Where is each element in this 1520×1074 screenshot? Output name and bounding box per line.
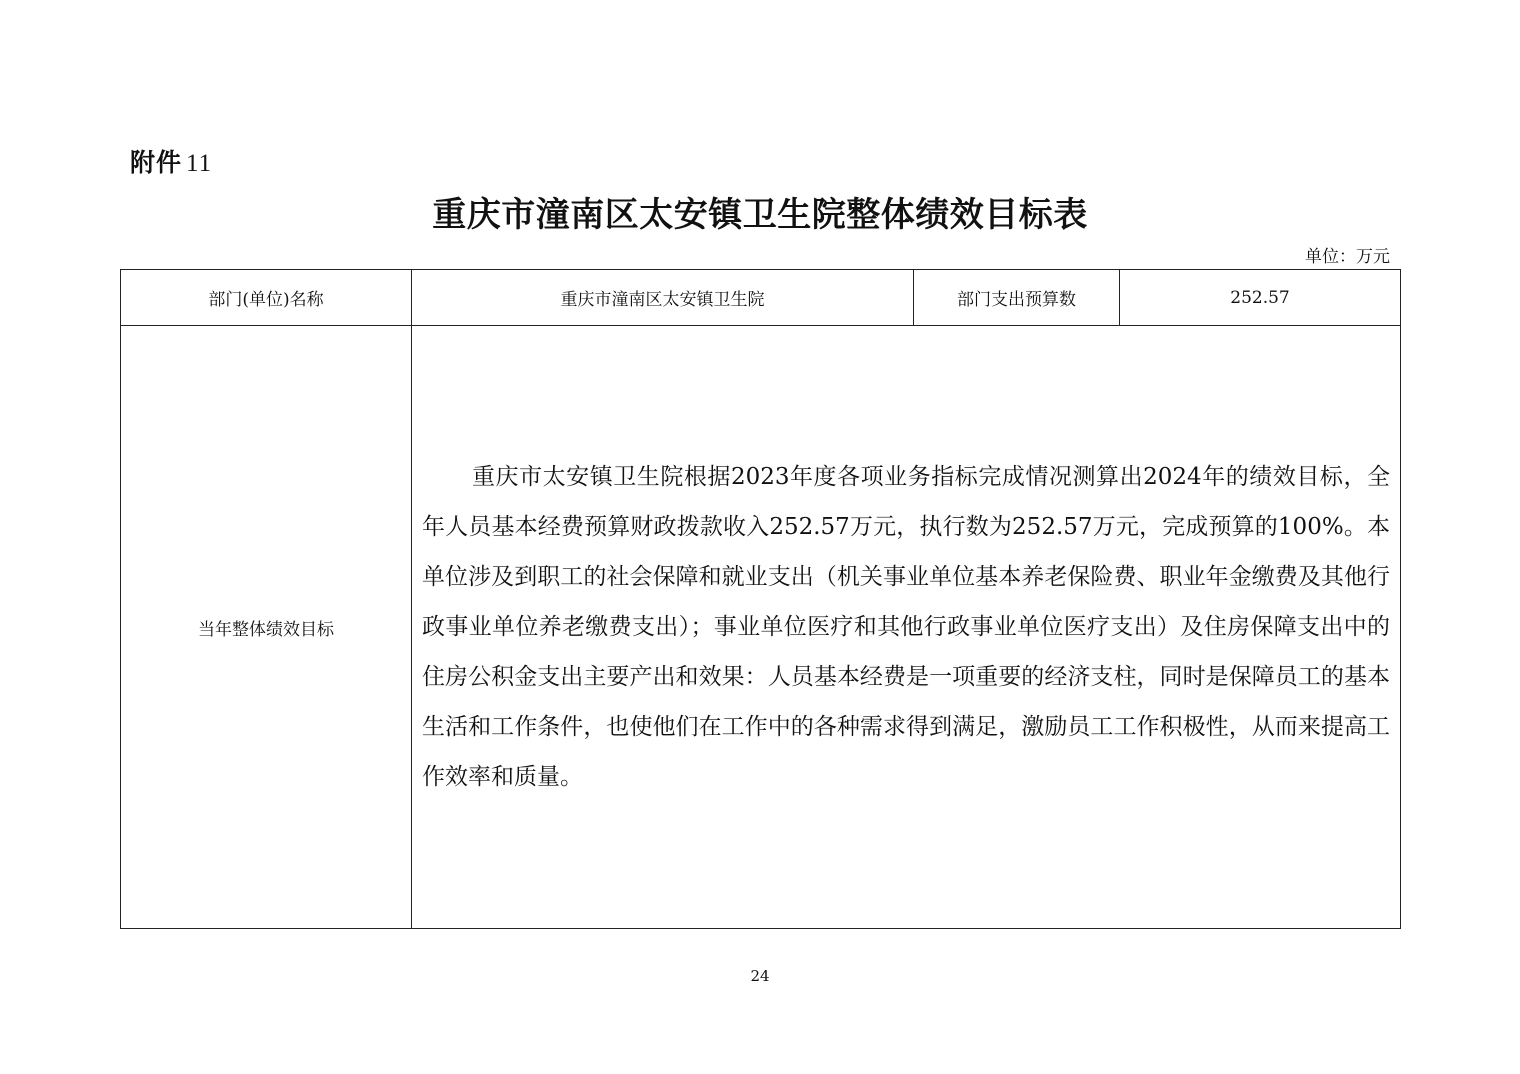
goal-text: 重庆市太安镇卫生院根据2023年度各项业务指标完成情况测算出2024年的绩效目标，全年人员基本经费预算财政拨款收入252.57万元，执行数为252.57万元，完成预算的100%。本单位涉及到职工的社会保障和就业支出（机关事业单位基本养老保险费、职业年金缴费及其他行政事业单位养老缴费支出）；事业单位医疗和其他行政事业单位医疗支出）及住房保障支出中的住房公积金支出主要产出和效果：人员基本经费是一项重要的经济支柱，同时是保障员工的基本生活和工作条件，也使他们在工作中的各种需求得到满足，激励员工工作积极性，从而来提高工作效率和质量。: [412, 326, 1401, 929]
page-number: 24: [750, 967, 770, 985]
budget-value: 252.57: [1120, 270, 1401, 326]
attachment-label-text: 附件: [130, 148, 183, 177]
dept-name-label: 部门(单位)名称: [121, 270, 412, 326]
attachment-number: 11: [186, 150, 213, 177]
table-row-header: [121, 270, 1401, 326]
dept-name-value: 重庆市潼南区太安镇卫生院: [412, 270, 914, 326]
table-row-goal: [121, 326, 1401, 929]
goal-label: 当年整体绩效目标: [121, 326, 412, 929]
budget-label: 部门支出预算数: [914, 270, 1120, 326]
performance-goal-table: [120, 269, 1401, 929]
attachment-label: [130, 143, 212, 179]
page-title: 重庆市潼南区太安镇卫生院整体绩效目标表: [432, 195, 1088, 235]
unit-note: 单位：万元: [1305, 247, 1390, 267]
